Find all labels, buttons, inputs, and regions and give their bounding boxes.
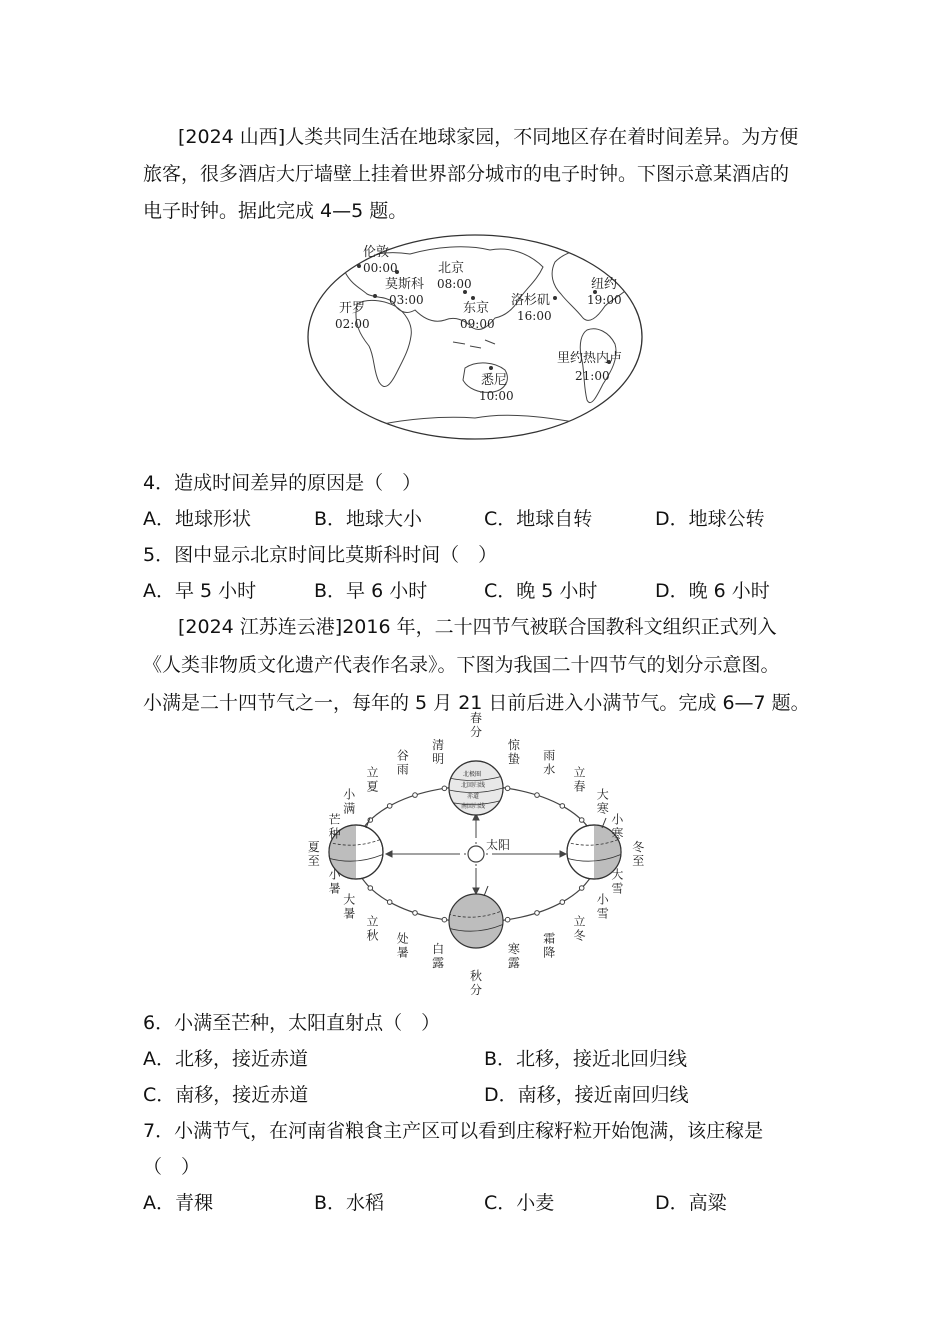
- q7-stem-paren: （ ）: [143, 1156, 201, 1178]
- city-beijing: 北京: [438, 261, 465, 276]
- globe-line-equator: 赤道: [467, 793, 480, 800]
- time-tokyo: 09:00: [460, 317, 495, 331]
- time-moscow: 03:00: [389, 293, 424, 307]
- q6-stem: 6．小满至芒种，太阳直射点（ ）: [143, 1012, 441, 1034]
- orbit-point: [413, 911, 418, 916]
- solar-term-label: 雨水: [543, 748, 556, 777]
- solar-term-label: 春分: [469, 710, 483, 739]
- solar-term-label: 夏至: [307, 840, 320, 868]
- intro1-line3: 电子时钟。据此完成 4—5 题。: [143, 200, 408, 222]
- solar-term-label: 小满: [343, 787, 356, 816]
- solar-term-label: 大暑: [343, 892, 356, 921]
- orbit-point: [413, 793, 418, 798]
- orbit-point: [535, 911, 540, 916]
- q6-option-a[interactable]: A．北移，接近赤道: [143, 1048, 308, 1070]
- q4-option-d[interactable]: D．地球公转: [655, 508, 765, 530]
- solar-terms-orbit-diagram: [300, 710, 650, 998]
- city-moscow: 莫斯科: [385, 277, 425, 292]
- solar-term-label: 立春: [573, 765, 586, 794]
- intro1-line1: [2024 山西]人类共同生活在地球家园，不同地区存在着时间差异。为方便: [178, 126, 799, 148]
- solar-term-label: 惊蛰: [507, 738, 520, 767]
- city-tokyo: 东京: [463, 301, 490, 316]
- city-london: 伦敦: [363, 245, 390, 260]
- q5-option-d[interactable]: D．晚 6 小时: [655, 580, 770, 602]
- q4-option-c[interactable]: C．地球自转: [484, 508, 593, 530]
- solar-term-label: 寒露: [507, 941, 520, 970]
- sun-label: 太阳: [486, 838, 511, 852]
- intro2-line2: 《人类非物质文化遗产代表作名录》。下图为我国二十四节气的划分示意图。: [143, 654, 780, 676]
- world-time-map: [305, 232, 645, 442]
- solar-term-label: 大寒: [596, 787, 609, 816]
- orbit-point: [442, 917, 447, 922]
- orbit-point: [505, 786, 510, 791]
- city-los-angeles: 洛杉矶: [511, 293, 551, 308]
- q7-option-b[interactable]: B．水稻: [314, 1192, 385, 1214]
- time-los-angeles: 16:00: [517, 309, 552, 323]
- time-sydney: 10:00: [479, 389, 514, 403]
- time-beijing: 08:00: [437, 277, 472, 291]
- q6-option-c[interactable]: C．南移，接近赤道: [143, 1084, 309, 1106]
- intro2-line3: 小满是二十四节气之一，每年的 5 月 21 日前后进入小满节气。完成 6—7 题。: [143, 692, 810, 714]
- city-new-york: 纽约: [591, 277, 618, 292]
- q7-option-c[interactable]: C．小麦: [484, 1192, 555, 1214]
- q6-option-b[interactable]: B．北移，接近北回归线: [484, 1048, 688, 1070]
- solar-term-label: 霜降: [543, 931, 556, 960]
- solar-term-label: 立夏: [366, 765, 379, 794]
- time-new-york: 19:00: [587, 293, 622, 307]
- orbit-point: [368, 886, 373, 891]
- q5-option-a[interactable]: A．早 5 小时: [143, 580, 257, 602]
- orbit-point: [560, 804, 565, 809]
- city-rio: 里约热内卢: [557, 351, 623, 366]
- solar-term-label: 秋分: [469, 969, 483, 998]
- q5-stem: 5．图中显示北京时间比莫斯科时间（ ）: [143, 544, 498, 566]
- city-cairo: 开罗: [339, 301, 366, 316]
- q7-option-a[interactable]: A．青稞: [143, 1192, 213, 1214]
- solar-term-label: 小寒: [611, 812, 624, 841]
- solar-term-label: 小暑: [328, 867, 341, 896]
- solar-term-label: 清明: [432, 738, 445, 767]
- globe-line-tropic-capricorn: 南回归线: [461, 803, 486, 810]
- orbit-point: [579, 818, 584, 823]
- intro1-line2: 旅客，很多酒店大厅墙壁上挂着世界部分城市的电子时钟。下图示意某酒店的: [143, 163, 790, 185]
- orbit-point: [387, 804, 392, 809]
- time-cairo: 02:00: [335, 317, 370, 331]
- q4-stem: 4．造成时间差异的原因是（ ）: [143, 472, 422, 494]
- solar-term-label: 大雪: [611, 867, 624, 896]
- globe-line-tropic-cancer: 北回归线: [461, 782, 486, 789]
- orbit-point: [442, 786, 447, 791]
- q4-option-b[interactable]: B．地球大小: [314, 508, 423, 530]
- q7-option-d[interactable]: D．高粱: [655, 1192, 727, 1214]
- q4-option-a[interactable]: A．地球形状: [143, 508, 251, 530]
- time-london: 00:00: [363, 261, 398, 275]
- globe-line-arctic: 北极圈: [463, 771, 482, 778]
- orbit-point: [560, 900, 565, 905]
- orbit-point: [535, 793, 540, 798]
- solar-term-label: 谷雨: [396, 748, 409, 777]
- solar-term-label: 立冬: [573, 914, 586, 943]
- solar-term-label: 冬至: [632, 840, 645, 868]
- orbit-point: [387, 900, 392, 905]
- orbit-point: [579, 886, 584, 891]
- q6-option-d[interactable]: D．南移，接近南回归线: [484, 1084, 689, 1106]
- orbit-point: [505, 917, 510, 922]
- solar-term-label: 立秋: [366, 914, 379, 943]
- q5-option-b[interactable]: B．早 6 小时: [314, 580, 428, 602]
- city-sydney: 悉尼: [481, 373, 508, 388]
- intro2-line1: [2024 江苏连云港]2016 年，二十四节气被联合国教科文组织正式列入: [178, 616, 777, 638]
- solar-term-label: 处暑: [396, 931, 409, 960]
- q7-stem: 7．小满节气，在河南省粮食主产区可以看到庄稼籽粒开始饱满，该庄稼是: [143, 1120, 764, 1142]
- time-rio: 21:00: [575, 369, 610, 383]
- q5-option-c[interactable]: C．晚 5 小时: [484, 580, 598, 602]
- solar-term-label: 白露: [432, 941, 445, 970]
- solar-term-label: 芒种: [328, 812, 341, 841]
- solar-term-label: 小雪: [596, 892, 609, 921]
